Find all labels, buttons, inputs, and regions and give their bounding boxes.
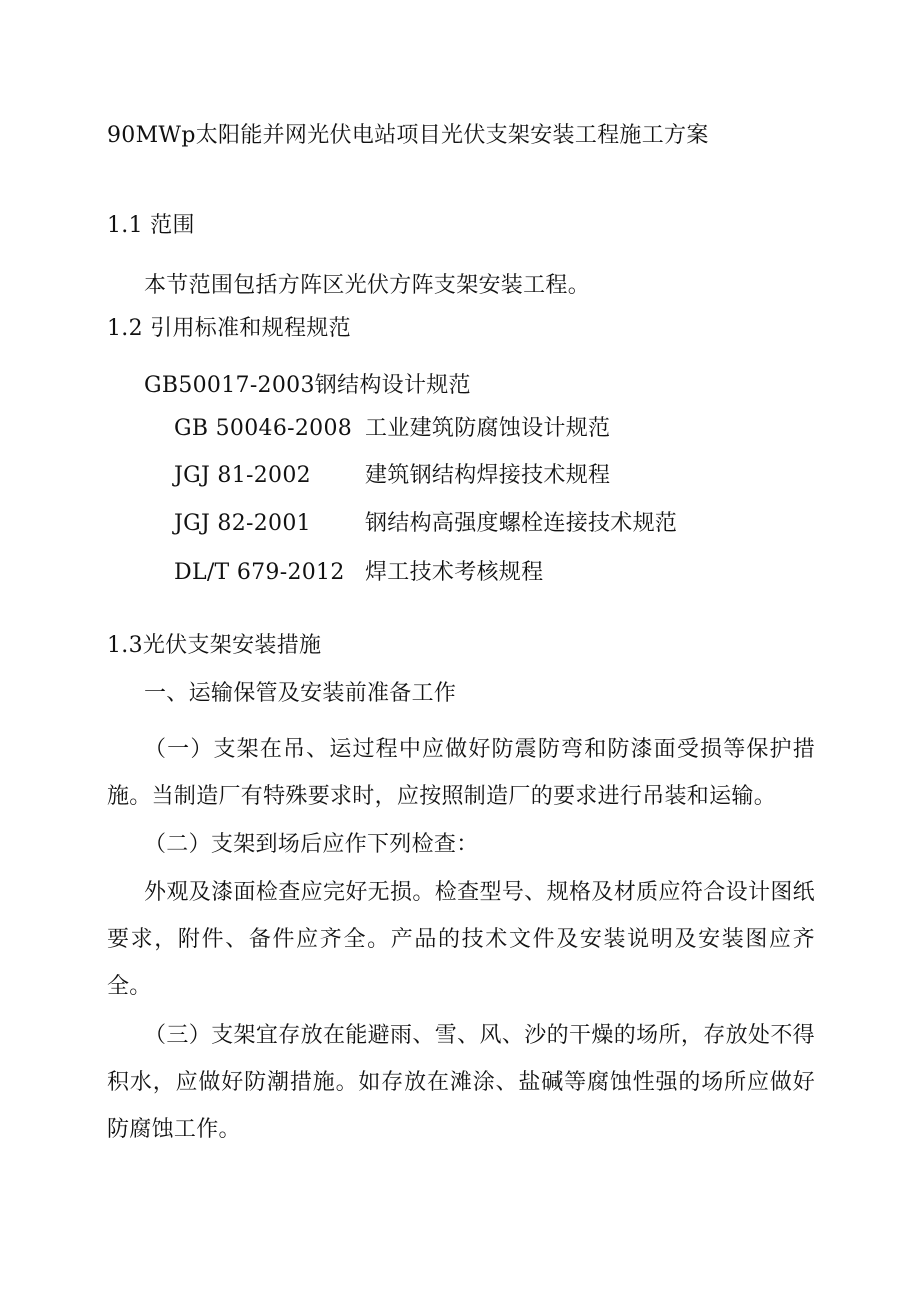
standard-item	[174, 557, 543, 589]
paragraph-transport: （一）支架在吊、运过程中应做好防震防弯和防漆面受损等保护措施。当制造厂有特殊要求时，应按照制造厂的要求进行吊装和运输。	[107, 737, 815, 809]
paragraph-inspection-detail: 外观及漆面检查应完好无损。检查型号、规格及材质应符合设计图纸要求，附件、备件应齐全。产品的技术文件及安装说明及安装图应齐全。	[107, 880, 815, 999]
standard-code: JGJ 81-2002	[174, 463, 311, 488]
standard-item	[174, 460, 610, 492]
standard-name: 建筑钢结构焊接技术规程	[365, 463, 611, 488]
standard-name: 工业建筑防腐蚀设计规范	[365, 416, 611, 441]
paragraph-storage: （三）支架宜存放在能避雨、雪、风、沙的干燥的场所，存放处不得积水，应做好防潮措施。如存放在滩涂、盐碱等腐蚀性强的场所应做好防腐蚀工作。	[107, 1023, 815, 1142]
section-heading-standards: 1.2 引用标准和规程规范	[107, 316, 351, 341]
subsection-heading: 一、运输保管及安装前准备工作	[144, 681, 457, 706]
paragraph-inspection-intro: （二）支架到场后应作下列检查：	[144, 832, 479, 857]
standard-code: DL/T 679-2012	[174, 560, 345, 585]
document-title: 90MWp太阳能并网光伏电站项目光伏支架安装工程施工方案	[107, 123, 709, 148]
standard-item	[174, 413, 610, 445]
scope-text: 本节范围包括方阵区光伏方阵支架安装工程。	[144, 273, 591, 298]
standard-code: JGJ 82-2001	[174, 511, 311, 536]
section-heading-installation: 1.3光伏支架安装措施	[107, 633, 322, 658]
standard-code: GB 50046-2008	[174, 416, 353, 441]
standard-item: GB50017-2003钢结构设计规范	[144, 373, 471, 398]
standard-item	[174, 508, 677, 540]
section-heading-scope: 1.1 范围	[107, 213, 195, 238]
standard-name: 钢结构高强度螺栓连接技术规范	[365, 511, 678, 536]
standard-name: 焊工技术考核规程	[365, 560, 544, 585]
